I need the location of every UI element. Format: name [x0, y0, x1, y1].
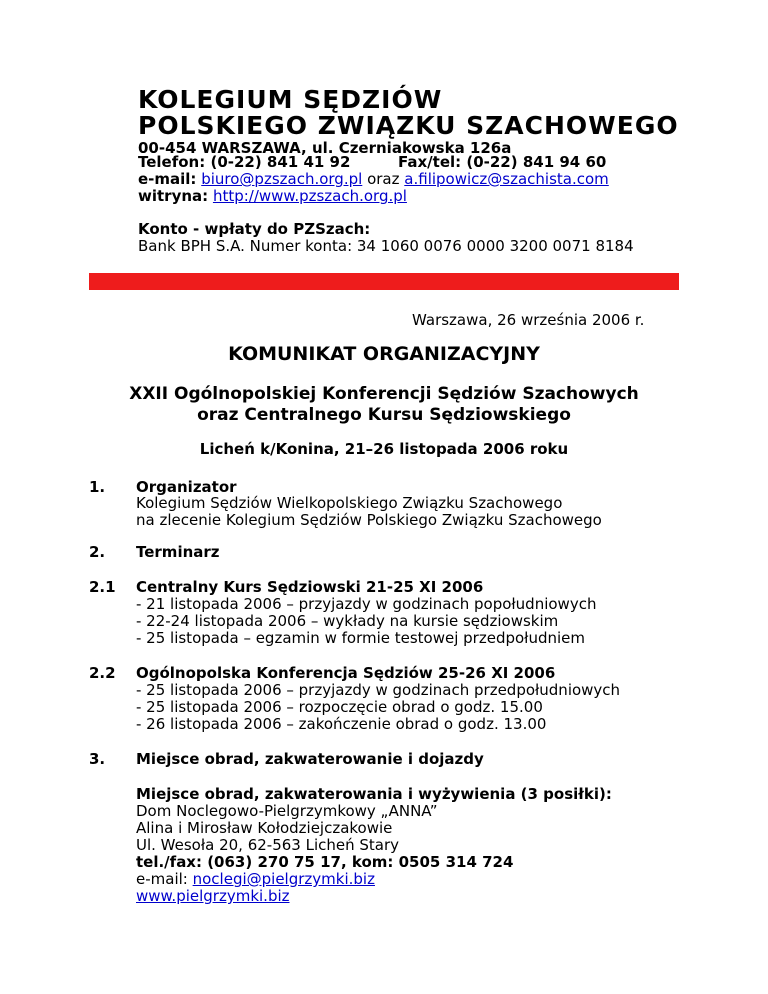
section-2-2-number: 2.2 [89, 664, 116, 682]
section-2-2-line: - 25 listopada 2006 – rozpoczęcie obrad o godz. 15.00 [136, 698, 543, 716]
letterhead-title-line2: POLSKIEGO ZWIĄZKU SZACHOWEGO [138, 111, 679, 140]
web-link[interactable]: http://www.pzszach.org.pl [212, 187, 407, 205]
letterhead-address: 00-454 WARSZAWA, ul. Czerniakowska 126a [138, 139, 512, 157]
account-number: Bank BPH S.A. Numer konta: 34 1060 0076 0000 3200 0071 8184 [138, 237, 634, 255]
letterhead-fax: Fax/tel: (0-22) 841 94 60 [398, 153, 607, 171]
section-2-1-line: - 22-24 listopada 2006 – wykłady na kursie sędziowskim [136, 612, 559, 630]
section-3-line: Dom Noclegowo-Pielgrzymkowy „ANNA” [136, 802, 438, 820]
section-3-web-line [136, 887, 290, 906]
section-3-subtitle: Miejsce obrad, zakwaterowania i wyżywienia (3 posiłki): [136, 785, 612, 803]
email-label: e-mail: [138, 170, 197, 188]
red-divider-bar [89, 273, 679, 290]
email-link-filipowicz[interactable]: a.filipowicz@szachista.com [404, 170, 609, 188]
section-2-title: Terminarz [136, 543, 220, 561]
section-2-1-line: - 21 listopada 2006 – przyjazdy w godzinach popołudniowych [136, 595, 597, 613]
document-subtitle-line2: oraz Centralnego Kursu Sędziowskiego [197, 405, 571, 425]
section-2-1-line: - 25 listopada – egzamin w formie testowej przedpołudniem [136, 629, 585, 647]
document-subtitle-line1: XXII Ogólnopolskiej Konferencji Sędziów Szachowych [129, 384, 639, 404]
section-1-title: Organizator [136, 478, 237, 496]
section-2-number: 2. [89, 543, 106, 561]
email-link-biuro[interactable]: biuro@pzszach.org.pl [201, 170, 363, 188]
letterhead-phone: Telefon: (0-22) 841 41 92 [138, 153, 351, 171]
section-3-email-link[interactable]: noclegi@pielgrzymki.biz [192, 870, 375, 888]
letterhead-web-line [138, 187, 407, 205]
section-1-line: Kolegium Sędziów Wielkopolskiego Związku Szachowego [136, 494, 563, 512]
section-2-2-line: - 26 listopada 2006 – zakończenie obrad o godz. 13.00 [136, 715, 547, 733]
section-2-1-title: Centralny Kurs Sędziowski 21-25 XI 2006 [136, 578, 484, 596]
event-place-date: Licheń k/Konina, 21–26 listopada 2006 roku [199, 440, 569, 458]
section-3-number: 3. [89, 750, 106, 768]
web-label: witryna: [138, 187, 209, 205]
section-3-email-label: e-mail: [136, 870, 188, 888]
document-date: Warszawa, 26 września 2006 r. [412, 311, 645, 329]
section-2-1-number: 2.1 [89, 578, 116, 596]
section-3-phone: tel./fax: (063) 270 75 17, kom: 0505 314 724 [136, 853, 514, 871]
document-title: KOMUNIKAT ORGANIZACYJNY [228, 343, 540, 365]
section-3-title: Miejsce obrad, zakwaterowanie i dojazdy [136, 750, 484, 768]
section-3-web-link[interactable]: www.pielgrzymki.biz [136, 887, 290, 905]
section-3-line: Ul. Wesoła 20, 62-563 Licheń Stary [136, 836, 400, 854]
account-label: Konto - wpłaty do PZSzach: [138, 220, 371, 238]
letterhead-email-line [138, 170, 609, 188]
section-2-2-title: Ogólnopolska Konferencja Sędziów 25-26 XI 2006 [136, 664, 556, 682]
section-3-line: Alina i Mirosław Kołodziejczakowie [136, 819, 393, 837]
email-separator: oraz [367, 170, 400, 188]
section-1-number: 1. [89, 478, 106, 496]
section-1-line: na zlecenie Kolegium Sędziów Polskiego Związku Szachowego [136, 511, 602, 529]
letterhead-title-line1: KOLEGIUM SĘDZIÓW [138, 85, 443, 114]
section-2-2-line: - 25 listopada 2006 – przyjazdy w godzinach przedpołudniowych [136, 681, 621, 699]
